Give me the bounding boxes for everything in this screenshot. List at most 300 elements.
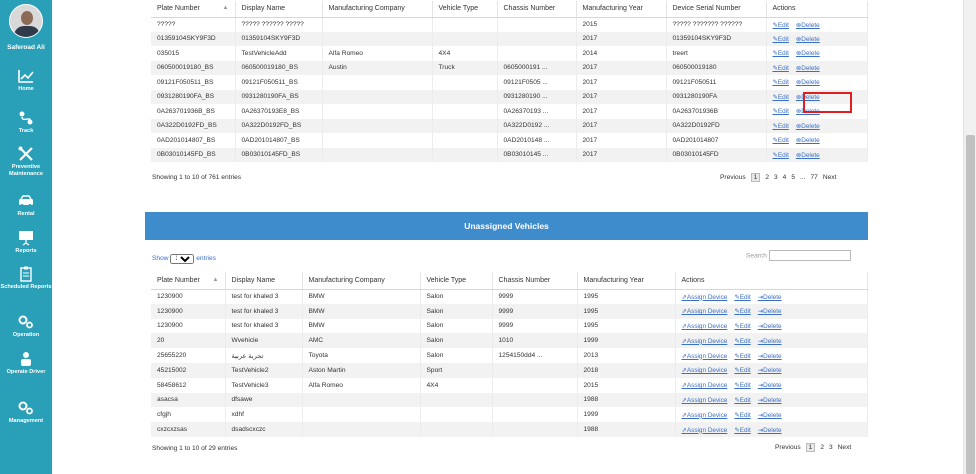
page-button[interactable]: 4 <box>782 174 787 181</box>
edit-icon: ✎ <box>772 137 778 145</box>
delete-label: Delete <box>801 50 820 58</box>
table-cell: 9999 <box>492 319 577 334</box>
table-cell: 4X4 <box>420 378 492 393</box>
table-row <box>151 90 867 105</box>
delete-icon: ⇥ <box>757 293 764 301</box>
table-cell: 0A263701936B <box>666 104 766 119</box>
table-cell: 0A263701936B_BS <box>151 104 235 119</box>
table-cell: 01359104SKY9F3D <box>235 32 322 47</box>
edit-icon: ✎ <box>734 337 740 345</box>
table-cell: 2017 <box>576 119 666 134</box>
column-header[interactable]: Manufacturing Company <box>322 1 432 17</box>
table-cell: 09121F0505 ... <box>497 75 576 90</box>
table-cell: xdhf <box>225 407 302 422</box>
nav-preventive-label: Preventive Maintenance <box>9 164 43 177</box>
actions-cell <box>766 148 867 163</box>
actions-cell <box>675 363 867 378</box>
nav-scheduled-reports[interactable] <box>0 266 52 291</box>
delete-button[interactable] <box>796 137 820 144</box>
edit-icon: ✎ <box>772 108 778 116</box>
nav-home[interactable] <box>0 68 52 93</box>
delete-button[interactable] <box>758 323 782 330</box>
column-header[interactable]: Plate Number ▲ <box>151 1 235 17</box>
table-row <box>151 304 867 319</box>
delete-button[interactable] <box>796 152 820 159</box>
table-cell <box>497 32 576 47</box>
column-header[interactable]: Manufacturing Company <box>302 272 420 289</box>
edit-label: Edit <box>739 426 751 434</box>
table-cell: 0AD201014807 <box>666 133 766 148</box>
table-row <box>151 289 867 304</box>
assign-device-button[interactable] <box>682 397 728 404</box>
table-row <box>151 61 867 76</box>
assign-device-icon: ⇗ <box>681 396 687 404</box>
actions-cell <box>675 333 867 348</box>
column-header[interactable]: Actions <box>675 272 867 289</box>
edit-icon: ✎ <box>772 79 778 87</box>
edit-icon: ✎ <box>734 396 740 404</box>
delete-button[interactable] <box>758 308 782 315</box>
edit-icon: ✎ <box>772 50 778 58</box>
edit-button[interactable] <box>734 397 750 404</box>
table-cell: TestVehicleAdd <box>235 46 322 61</box>
delete-label: Delete <box>763 382 782 390</box>
edit-button[interactable] <box>773 50 789 57</box>
delete-label: Delete <box>763 352 782 360</box>
delete-button[interactable] <box>758 294 782 301</box>
page-button[interactable]: 2 <box>765 174 769 181</box>
table-row <box>151 75 867 90</box>
nav-operation-label: Operation <box>12 332 40 338</box>
edit-button[interactable] <box>773 22 789 29</box>
table-row <box>151 422 867 437</box>
next-button[interactable]: Next <box>837 444 852 451</box>
edit-label: Edit <box>777 64 789 72</box>
table-cell <box>420 422 492 437</box>
show-entries <box>152 254 216 264</box>
search-input[interactable] <box>769 250 851 261</box>
table-cell: test for khaled 3 <box>225 319 302 334</box>
gears-icon <box>17 314 35 330</box>
delete-icon: ⊗ <box>795 108 802 116</box>
delete-label: Delete <box>801 64 820 72</box>
edit-icon: ✎ <box>772 35 778 43</box>
assign-device-button[interactable] <box>682 367 728 374</box>
edit-label: Edit <box>777 35 789 43</box>
table-cell: 0931280190FA <box>666 90 766 105</box>
table-cell <box>492 363 577 378</box>
page-button[interactable]: 3 <box>774 174 778 181</box>
delete-label: Delete <box>801 79 820 87</box>
table-cell: 2015 <box>576 17 666 32</box>
edit-icon: ✎ <box>734 426 740 434</box>
table-cell: TestVehicle2 <box>225 363 302 378</box>
delete-label: Delete <box>763 411 782 419</box>
table-row <box>151 17 867 32</box>
table-cell: 0A322D0192 ... <box>497 119 576 134</box>
table-cell: AMC <box>302 333 420 348</box>
edit-button[interactable] <box>773 94 789 101</box>
assign-device-icon: ⇗ <box>681 426 687 434</box>
user-avatar[interactable] <box>9 4 43 38</box>
nav-reports-label: Reports <box>15 248 37 254</box>
edit-button[interactable] <box>734 367 750 374</box>
sort-asc-icon: ▲ <box>222 5 229 12</box>
table-row <box>151 407 867 422</box>
nav-preventive-maintenance[interactable] <box>0 146 52 178</box>
table-cell: cxzcxzsas <box>151 422 225 437</box>
assign-device-icon: ⇗ <box>681 308 687 316</box>
sort-asc-icon: ▲ <box>212 276 219 283</box>
nav-operate-driver-label: Operate Driver <box>6 369 46 375</box>
delete-icon: ⊗ <box>795 64 802 72</box>
assign-device-icon: ⇗ <box>681 337 687 345</box>
actions-cell <box>675 422 867 437</box>
actions-cell <box>675 304 867 319</box>
table-cell: Wvehicle <box>225 333 302 348</box>
table-cell: 1995 <box>577 304 675 319</box>
edit-label: Edit <box>777 137 789 145</box>
delete-icon: ⇥ <box>757 367 764 375</box>
table-cell: 0931280190FA_BS <box>151 90 235 105</box>
delete-label: Delete <box>763 293 782 301</box>
table-cell: ????? ??????? ?????? <box>666 17 766 32</box>
table-row <box>151 378 867 393</box>
page-button[interactable]: 1 <box>751 173 761 182</box>
table-cell <box>492 393 577 408</box>
assign-device-icon: ⇗ <box>681 411 687 419</box>
page-button[interactable]: 2 <box>820 444 824 451</box>
assign-device-label: Assign Device <box>686 382 728 390</box>
entries-per-page-select[interactable] <box>170 254 194 264</box>
edit-label: Edit <box>739 308 751 316</box>
delete-icon: ⊗ <box>795 50 802 58</box>
table-cell: Aston Martin <box>302 363 420 378</box>
delete-label: Delete <box>763 308 782 316</box>
clipboard-icon <box>17 266 35 282</box>
edit-button[interactable] <box>773 137 789 144</box>
table-cell: 0B03010145FD <box>666 148 766 163</box>
table-cell: 2013 <box>577 348 675 363</box>
table-cell: 060500019180_BS <box>235 61 322 76</box>
nav-reports[interactable] <box>0 230 52 255</box>
delete-icon: ⊗ <box>795 21 802 29</box>
driver-icon <box>17 351 35 367</box>
table-cell <box>322 148 432 163</box>
search-label: Search <box>746 252 767 260</box>
table-cell: 2017 <box>576 148 666 163</box>
column-header[interactable]: Vehicle Type <box>432 1 497 17</box>
gears-icon <box>17 400 35 416</box>
table-cell <box>322 75 432 90</box>
edit-icon: ✎ <box>772 93 778 101</box>
delete-button[interactable] <box>758 353 782 360</box>
delete-button[interactable] <box>796 36 820 43</box>
table-cell <box>432 90 497 105</box>
delete-button[interactable] <box>758 427 782 434</box>
table-cell <box>432 75 497 90</box>
assign-device-label: Assign Device <box>686 322 728 330</box>
edit-button[interactable] <box>773 36 789 43</box>
nav-operate-driver[interactable] <box>0 351 52 376</box>
table-cell: 0A322D0192FD <box>666 119 766 134</box>
edit-label: Edit <box>777 79 789 87</box>
edit-label: Edit <box>739 396 751 404</box>
table-cell: BMW <box>302 319 420 334</box>
table-cell: Truck <box>432 61 497 76</box>
actions-cell <box>675 289 867 304</box>
page-button[interactable]: 3 <box>829 444 833 451</box>
table-cell <box>432 17 497 32</box>
nav-scheduled-label: Scheduled Reports <box>0 284 52 290</box>
table-cell: 1230900 <box>151 304 225 319</box>
delete-icon: ⇥ <box>757 426 764 434</box>
table-cell <box>492 407 577 422</box>
tools-icon <box>17 146 35 162</box>
delete-button[interactable] <box>796 79 820 86</box>
actions-cell <box>766 46 867 61</box>
delete-button[interactable] <box>796 22 820 29</box>
delete-icon: ⊗ <box>795 35 802 43</box>
table-cell <box>322 104 432 119</box>
nav-track[interactable] <box>0 110 52 135</box>
edit-label: Edit <box>777 108 789 116</box>
delete-icon: ⇥ <box>757 411 764 419</box>
nav-rental[interactable] <box>0 193 52 218</box>
table-row <box>151 363 867 378</box>
column-header[interactable]: Manufacturing Year <box>576 1 666 17</box>
table-cell: 2017 <box>576 32 666 47</box>
edit-button[interactable] <box>773 65 789 72</box>
assign-device-button[interactable] <box>682 353 728 360</box>
delete-icon: ⇥ <box>757 396 764 404</box>
edit-button[interactable] <box>773 79 789 86</box>
search-area <box>746 250 851 261</box>
table-cell: 25655220 <box>151 348 225 363</box>
edit-label: Edit <box>777 50 789 58</box>
delete-button[interactable] <box>796 65 820 72</box>
route-icon <box>17 110 35 126</box>
assign-device-button[interactable] <box>682 382 728 389</box>
edit-button[interactable] <box>773 152 789 159</box>
assign-device-label: Assign Device <box>686 352 728 360</box>
unassigned-vehicles-header: Unassigned Vehicles <box>145 212 868 240</box>
assign-device-label: Assign Device <box>686 337 728 345</box>
table-cell <box>420 393 492 408</box>
delete-button[interactable] <box>758 397 782 404</box>
table-cell: Alfa Romeo <box>302 378 420 393</box>
table-cell: dfsawe <box>225 393 302 408</box>
table-cell: 2017 <box>576 104 666 119</box>
assign-device-button[interactable] <box>682 323 728 330</box>
table-row <box>151 119 867 134</box>
table-cell: 035015 <box>151 46 235 61</box>
edit-button[interactable] <box>734 382 750 389</box>
page-button[interactable]: 77 <box>810 174 818 181</box>
previous-button[interactable]: Previous <box>775 444 801 451</box>
column-header[interactable]: Chassis Number <box>497 1 576 17</box>
table-cell: 01359104SKY9F3D <box>151 32 235 47</box>
table-cell: 01359104SKY9F3D <box>666 32 766 47</box>
edit-icon: ✎ <box>772 122 778 130</box>
table-cell: Toyota <box>302 348 420 363</box>
table-cell <box>302 393 420 408</box>
edit-button[interactable] <box>734 353 750 360</box>
assign-device-button[interactable] <box>682 412 728 419</box>
table-cell: 4X4 <box>432 46 497 61</box>
delete-label: Delete <box>763 426 782 434</box>
table-cell <box>322 133 432 148</box>
assign-device-button[interactable] <box>682 427 728 434</box>
delete-button[interactable] <box>758 367 782 374</box>
chart-line-icon <box>17 68 35 84</box>
column-header[interactable]: Display Name <box>225 272 302 289</box>
table-cell <box>432 32 497 47</box>
table-cell: test for khaled 3 <box>225 304 302 319</box>
delete-button[interactable] <box>796 123 820 130</box>
page-scrollbar[interactable] <box>963 0 976 474</box>
page-button[interactable]: 5 <box>791 174 796 181</box>
table-cell <box>432 133 497 148</box>
column-header[interactable]: Manufacturing Year <box>577 272 675 289</box>
table-cell: 20 <box>151 333 225 348</box>
previous-button[interactable]: Previous <box>720 174 746 181</box>
table-cell: 2017 <box>576 61 666 76</box>
edit-button[interactable] <box>773 108 789 115</box>
table-cell: 2017 <box>576 133 666 148</box>
user-name: Saferoad Ali <box>7 44 45 51</box>
assign-device-button[interactable] <box>682 294 728 301</box>
edit-icon: ✎ <box>734 308 740 316</box>
edit-button[interactable] <box>734 308 750 315</box>
nav-operation[interactable] <box>0 314 52 339</box>
delete-icon: ⇥ <box>757 308 764 316</box>
table-cell: 060500019180_BS <box>151 61 235 76</box>
assigned-pagination <box>720 173 836 182</box>
actions-cell <box>675 393 867 408</box>
table-cell <box>322 17 432 32</box>
table-cell: 1988 <box>577 393 675 408</box>
assign-device-label: Assign Device <box>686 426 728 434</box>
delete-button[interactable] <box>758 382 782 389</box>
edit-button[interactable] <box>734 294 750 301</box>
column-header[interactable]: Display Name <box>235 1 322 17</box>
table-cell <box>492 378 577 393</box>
delete-icon: ⊗ <box>795 122 802 130</box>
table-cell: 1995 <box>577 319 675 334</box>
table-cell: 45215002 <box>151 363 225 378</box>
next-button[interactable]: Next <box>822 174 837 181</box>
delete-label: Delete <box>763 367 782 375</box>
table-cell: 0A26370193E8_BS <box>235 104 322 119</box>
entries-label: entries <box>196 255 216 262</box>
edit-icon: ✎ <box>734 322 740 330</box>
actions-cell <box>766 75 867 90</box>
delete-icon: ⇥ <box>757 352 764 360</box>
table-cell: 0931280190FA_BS <box>235 90 322 105</box>
column-header[interactable]: Vehicle Type <box>420 272 492 289</box>
nav-rental-label: Rental <box>17 211 35 217</box>
table-row <box>151 393 867 408</box>
edit-label: Edit <box>777 122 789 130</box>
edit-label: Edit <box>739 411 751 419</box>
assign-device-button[interactable] <box>682 338 728 345</box>
edit-icon: ✎ <box>772 64 778 72</box>
table-cell: 9999 <box>492 304 577 319</box>
table-cell <box>322 119 432 134</box>
table-cell: 09121F050511_BS <box>151 75 235 90</box>
table-cell: 2018 <box>577 363 675 378</box>
table-cell: 1230900 <box>151 289 225 304</box>
delete-label: Delete <box>763 396 782 404</box>
table-cell: 2017 <box>576 75 666 90</box>
assign-device-icon: ⇗ <box>681 322 687 330</box>
delete-icon: ⊗ <box>795 93 802 101</box>
edit-button[interactable] <box>734 427 750 434</box>
edit-button[interactable] <box>734 338 750 345</box>
edit-icon: ✎ <box>734 382 740 390</box>
edit-button[interactable] <box>773 123 789 130</box>
delete-icon: ⊗ <box>795 151 802 159</box>
edit-icon: ✎ <box>734 367 740 375</box>
table-row <box>151 148 867 163</box>
edit-button[interactable] <box>734 323 750 330</box>
edit-icon: ✎ <box>734 293 740 301</box>
delete-button[interactable] <box>758 412 782 419</box>
table-cell: 58458612 <box>151 378 225 393</box>
assign-device-icon: ⇗ <box>681 367 687 375</box>
assign-device-label: Assign Device <box>686 411 728 419</box>
nav-management[interactable] <box>0 400 52 425</box>
unassigned-vehicles-table <box>151 272 868 437</box>
assign-device-label: Assign Device <box>686 308 728 316</box>
table-cell: 2014 <box>576 46 666 61</box>
edit-button[interactable] <box>734 412 750 419</box>
assign-device-label: Assign Device <box>686 293 728 301</box>
table-cell: treert <box>666 46 766 61</box>
assign-device-button[interactable] <box>682 308 728 315</box>
assign-device-icon: ⇗ <box>681 293 687 301</box>
table-cell: Austin <box>322 61 432 76</box>
assign-device-icon: ⇗ <box>681 352 687 360</box>
table-row <box>151 348 867 363</box>
table-cell: 0A322D0192FD_BS <box>151 119 235 134</box>
delete-label: Delete <box>801 93 820 101</box>
edit-label: Edit <box>777 21 789 29</box>
car-icon <box>17 193 35 209</box>
delete-icon: ⇥ <box>757 382 764 390</box>
table-cell: 1010 <box>492 333 577 348</box>
assigned-vehicles-table <box>151 1 868 162</box>
column-header[interactable]: Device Serial Number <box>666 1 766 17</box>
actions-cell <box>675 348 867 363</box>
table-cell: Salon <box>420 333 492 348</box>
scrollbar-thumb[interactable] <box>966 135 975 474</box>
delete-button[interactable] <box>796 50 820 57</box>
table-cell: 0AD201014807_BS <box>235 133 322 148</box>
column-header[interactable]: Plate Number ▲ <box>151 272 225 289</box>
column-header[interactable]: Actions <box>766 1 867 17</box>
column-header[interactable]: Chassis Number <box>492 272 577 289</box>
nav-home-label: Home <box>18 86 34 92</box>
actions-cell <box>675 378 867 393</box>
edit-icon: ✎ <box>734 411 740 419</box>
page-button[interactable]: 1 <box>806 443 816 452</box>
table-row <box>151 104 867 119</box>
edit-label: Edit <box>739 367 751 375</box>
delete-label: Delete <box>801 108 820 116</box>
delete-button[interactable] <box>758 338 782 345</box>
